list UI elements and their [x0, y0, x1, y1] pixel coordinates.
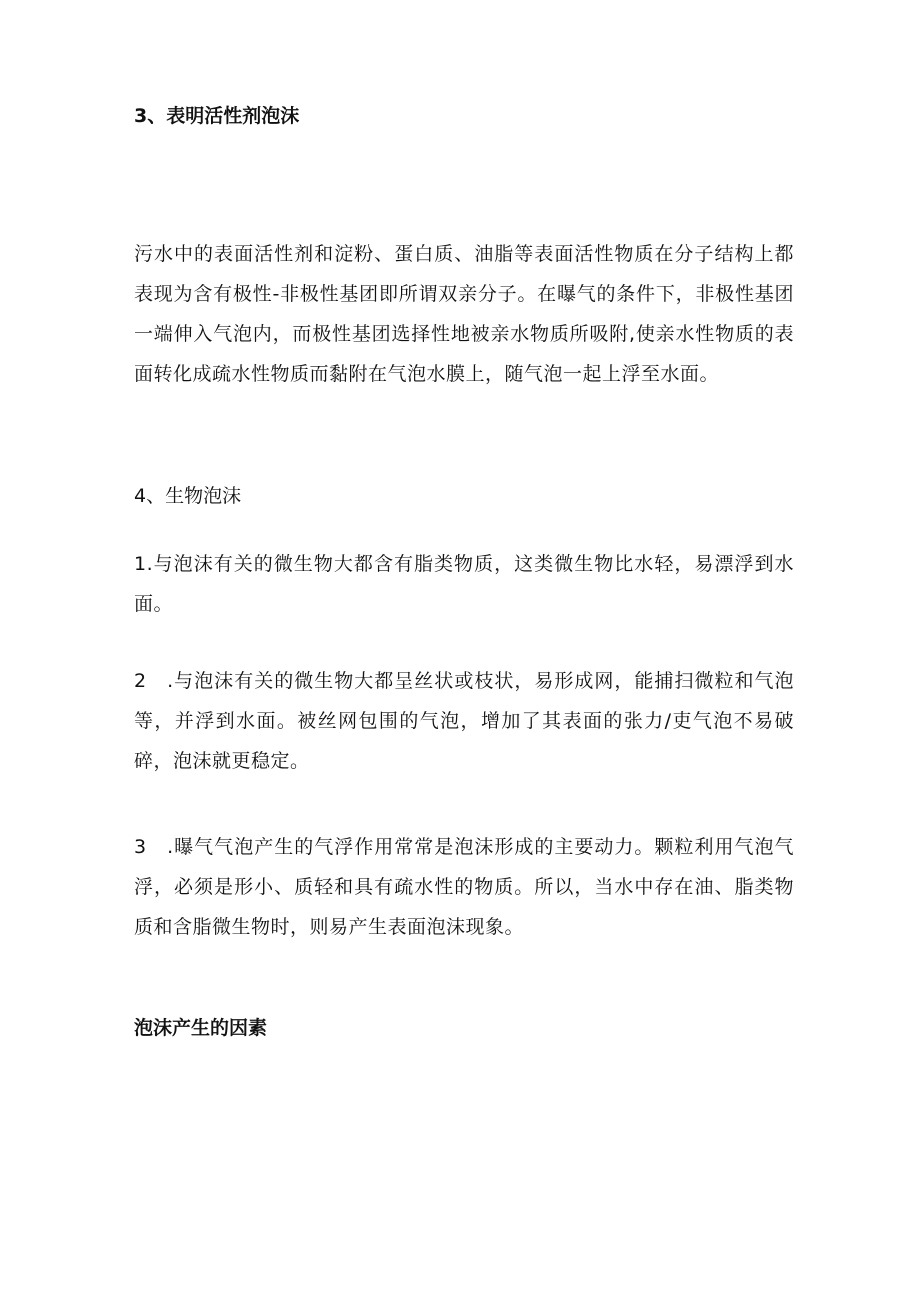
paragraph-surfactant-foam: 污水中的表面活性剂和淀粉、蛋白质、油脂等表面活性物质在分子结构上都表现为含有极性-非极性基团即所谓双亲分子。在曝气的条件下，非极性基团一端伸入气泡内，而极性基团选择性地被亲水物质所吸附,使亲水性物质的表面转化成疏水性物质而黏附在气泡水膜上，随气泡一起上浮至水面。 [134, 243, 794, 385]
list-item-2: 2 .与泡沫有关的微生物大都呈丝状或枝状，易形成网，能捕扫微粒和气泡等，并浮到水面。被丝网包围的气泡，增加了其表面的张力/吏气泡不易破碎，泡沫就更稳定。 [134, 670, 794, 772]
list-item-1: 1.与泡沫有关的微生物大都含有脂类物质，这类微生物比水轻，易漂浮到水面。 [134, 553, 794, 615]
section-heading-biological-foam: 4、生物泡沫 [134, 485, 242, 507]
section-heading-foam-factors: 泡沫产生的因素 [134, 1017, 268, 1039]
list-item-3: 3 .曝气气泡产生的气浮作用常常是泡沫形成的主要动力。颗粒利用气泡气浮，必须是形小、质轻和具有疏水性的物质。所以，当水中存在油、脂类物质和含脂微生物时，则易产生表面泡沫现象。 [134, 836, 794, 938]
section-heading-surfactant-foam: 3、表明活性剂泡沫 [134, 105, 300, 127]
